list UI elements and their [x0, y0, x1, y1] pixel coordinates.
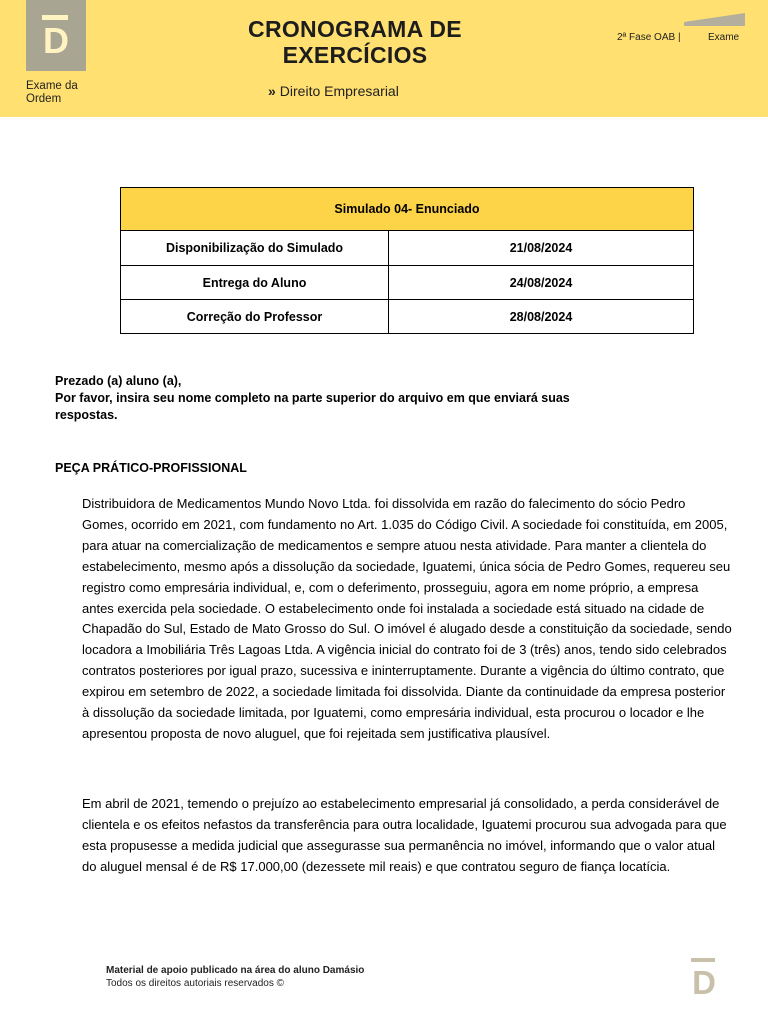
title-line2: EXERCÍCIOS: [282, 42, 428, 68]
title-line1: CRONOGRAMA DE: [248, 16, 462, 42]
schedule-date: 21/08/2024: [389, 231, 694, 266]
subtitle-text: Direito Empresarial: [279, 83, 399, 99]
section-title: PEÇA PRÁTICO-PROFISSIONAL: [55, 461, 247, 475]
fase-label: 2ª Fase OAB |: [617, 32, 681, 43]
table-row: [121, 300, 694, 334]
logo: [26, 0, 86, 71]
schedule-date: 28/08/2024: [389, 300, 694, 334]
double-chevron-icon: »: [268, 83, 276, 99]
schedule-title: Simulado 04- Enunciado: [121, 188, 694, 231]
schedule-label: Disponibilização do Simulado: [121, 231, 389, 266]
page-title: [200, 16, 510, 68]
logo-caption-line1: Exame da: [26, 80, 78, 92]
table-row: [121, 231, 694, 266]
schedule-date: 24/08/2024: [389, 266, 694, 300]
logo-caption: [26, 80, 78, 106]
exame-label: Exame: [708, 32, 740, 43]
footer-logo-icon: [688, 958, 720, 998]
footer-line2: Todos os direitos autoriais reservados ©: [106, 978, 285, 989]
body-paragraph: Em abril de 2021, temendo o prejuízo ao estabelecimento empresarial já consolidado, a perda considerável de clientela e os efeitos nefastos da transferência para outra localidade, Iguatemi procurou sua advogada para que esta propusesse a medida judicial que assegurasse sua permanência no imóvel, informando que o valor atual do aluguel mensal é de R$ 17.000,00 (dezessete mil reais) e que contratou seguro de fiança locatícia.: [82, 796, 727, 874]
svg-text:D: D: [692, 964, 716, 998]
schedule-label: Entrega do Aluno: [121, 266, 389, 300]
footer: [106, 964, 364, 990]
schedule-label: Correção do Professor: [121, 300, 389, 334]
damasio-logo-icon: [39, 15, 73, 57]
schedule-table: [120, 187, 694, 334]
greeting: [55, 373, 635, 424]
footer-line1: Material de apoio publicado na área do aluno Damásio: [106, 965, 365, 976]
subtitle: [268, 83, 399, 99]
greeting-line1: Prezado (a) aluno (a),: [55, 374, 182, 388]
svg-text:D: D: [43, 19, 69, 57]
body-paragraph: Distribuidora de Medicamentos Mundo Novo Ltda. foi dissolvida em razão do falecimento do sócio Pedro Gomes, ocorrido em 2021, com fundamento no Art. 1.035 do Código Civil. A sociedade foi constituída, em 2005, para atuar na comercialização de medicamentos e sempre atuou nesta atividade. Para manter a clientela do estabelecimento, mesmo após a dissolução da sociedade, Iguatemi, única sócia de Pedro Gomes, requereu seu registro como empresária individual, e, com o deferimento, prosseguiu, agora em nome próprio, a empresa antes exercida pela sociedade. O estabelecimento onde foi instalada a sociedade está situado na cidade de Chapadão do Sul, Estado de Mato Grosso do Sul. O imóvel é alugado desde a constituição da sociedade, sendo locadora a Imobiliária Três Lagoas Ltda. A vigência inicial do contrato foi de 3 (três) anos, tendo sido celebrados contratos posteriores por igual prazo, sucessiva e ininterruptamente. Durante a vigência do último contrato, que expirou em setembro de 2022, a sociedade limitada foi dissolvida. Diante da continuidade da empresa posterior à dissolução da sociedade limitada, por Iguatemi, como empresária individual, esta procurou o locador e lhe apresentou proposta de novo aluguel, que foi rejeitada sem justificativa plausível.: [82, 496, 732, 741]
header-band: [0, 0, 768, 117]
logo-caption-line2: Ordem: [26, 93, 62, 105]
greeting-line2: Por favor, insira seu nome completo na parte superior do arquivo em que enviará suas respostas.: [55, 391, 570, 422]
table-row: [121, 266, 694, 300]
decorative-bar-icon: [684, 13, 745, 26]
